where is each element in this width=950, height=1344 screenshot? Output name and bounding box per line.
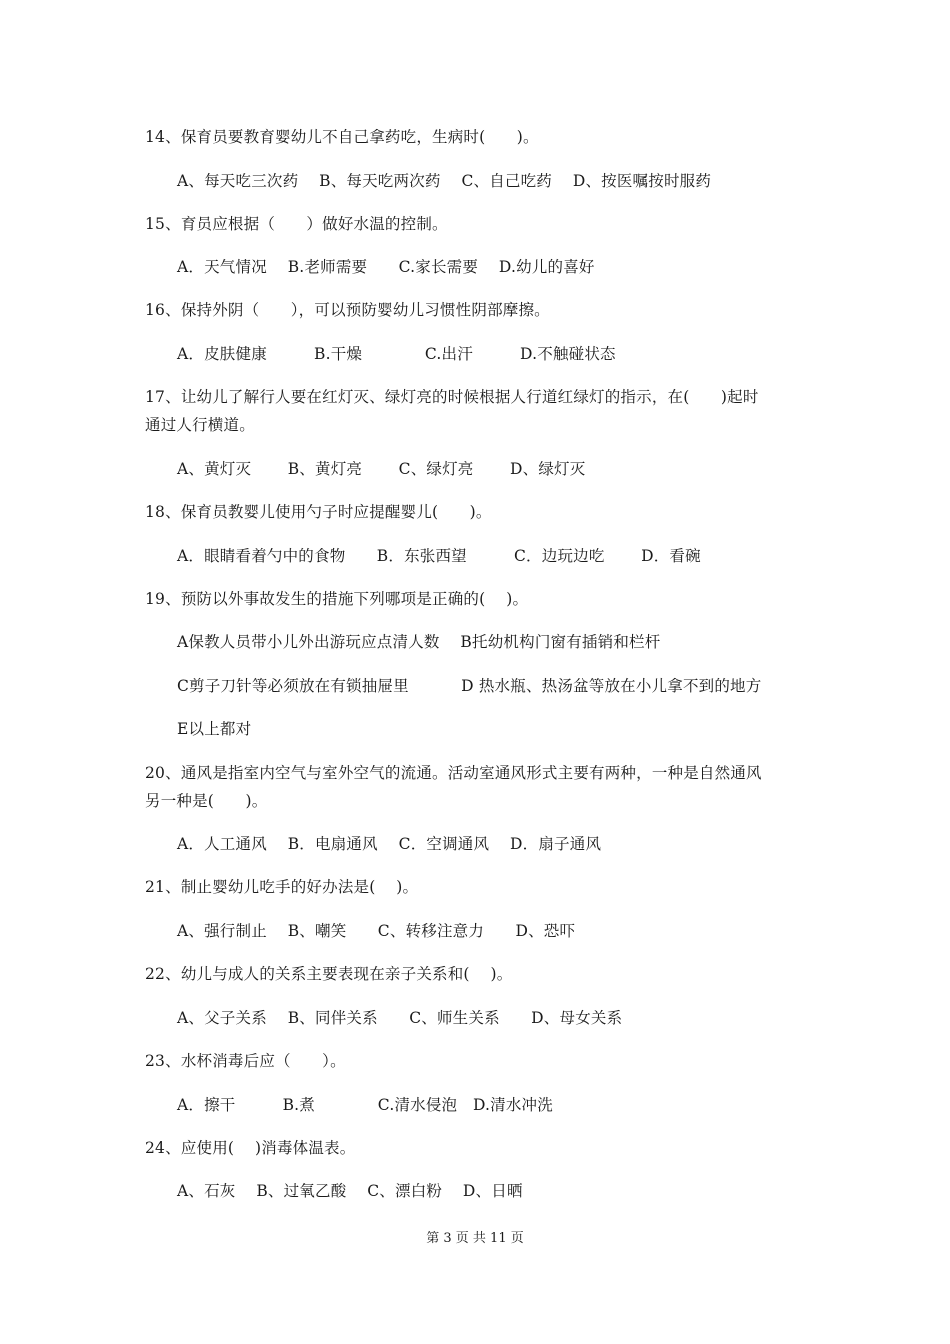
question-21: 21、制止婴幼儿吃手的好办法是( )。 — [145, 878, 419, 896]
options-15: A．天气情况 B.老师需要 C.家长需要 D.幼儿的喜好 — [177, 258, 595, 276]
options-18: A．眼睛看着勺中的食物 B．东张西望 C．边玩边吃 D．看碗 — [177, 547, 701, 565]
options-16: A．皮肤健康 B.干燥 C.出汗 D.不触碰状态 — [177, 345, 616, 363]
question-24: 24、应使用( )消毒体温表。 — [145, 1139, 356, 1157]
question-16: 16、保持外阴（ ），可以预防婴幼儿习惯性阴部摩擦。 — [145, 301, 550, 319]
question-19: 19、预防以外事故发生的措施下列哪项是正确的( )。 — [145, 590, 529, 608]
question-18: 18、保育员教婴儿使用勺子时应提醒婴儿( )。 — [145, 503, 492, 521]
question-23: 23、水杯消毒后应（ ）。 — [145, 1052, 346, 1070]
question-20-continued: 另一种是( )。 — [145, 792, 268, 810]
question-20: 20、通风是指室内空气与室外空气的流通。活动室通风形式主要有两种，一种是自然通风 — [145, 764, 762, 782]
options-19-e: E以上都对 — [177, 720, 252, 738]
question-17-continued: 通过人行横道。 — [145, 416, 255, 434]
options-19-cd: C剪子刀针等必须放在有锁抽屉里 D 热水瓶、热汤盆等放在小儿拿不到的地方 — [177, 677, 762, 695]
options-22: A、父子关系 B、同伴关系 C、师生关系 D、母女关系 — [177, 1009, 623, 1027]
options-23: A．擦干 B.煮 C.清水侵泡 D.清水冲洗 — [177, 1096, 553, 1114]
question-22: 22、幼儿与成人的关系主要表现在亲子关系和( )。 — [145, 965, 513, 983]
options-19-ab: A保教人员带小儿外出游玩应点清人数 B托幼机构门窗有插销和栏杆 — [177, 633, 661, 651]
options-21: A、强行制止 B、嘲笑 C、转移注意力 D、恐吓 — [177, 922, 576, 940]
question-14: 14、保育员要教育婴幼儿不自己拿药吃，生病时( )。 — [145, 128, 539, 146]
question-17: 17、让幼儿了解行人要在红灯灭、绿灯亮的时候根据人行道红绿灯的指示，在( )起时 — [145, 388, 759, 406]
options-14: A、每天吃三次药 B、每天吃两次药 C、自己吃药 D、按医嘱按时服药 — [177, 172, 712, 190]
question-15: 15、育员应根据（ ）做好水温的控制。 — [145, 215, 448, 233]
options-20: A．人工通风 B．电扇通风 C．空调通风 D．扇子通风 — [177, 835, 602, 853]
page-footer: 第 3 页 共 11 页 — [426, 1231, 524, 1246]
options-17: A、黄灯灭 B、黄灯亮 C、绿灯亮 D、绿灯灭 — [177, 460, 586, 478]
options-24: A、石灰 B、过氧乙酸 C、漂白粉 D、日晒 — [177, 1182, 523, 1200]
